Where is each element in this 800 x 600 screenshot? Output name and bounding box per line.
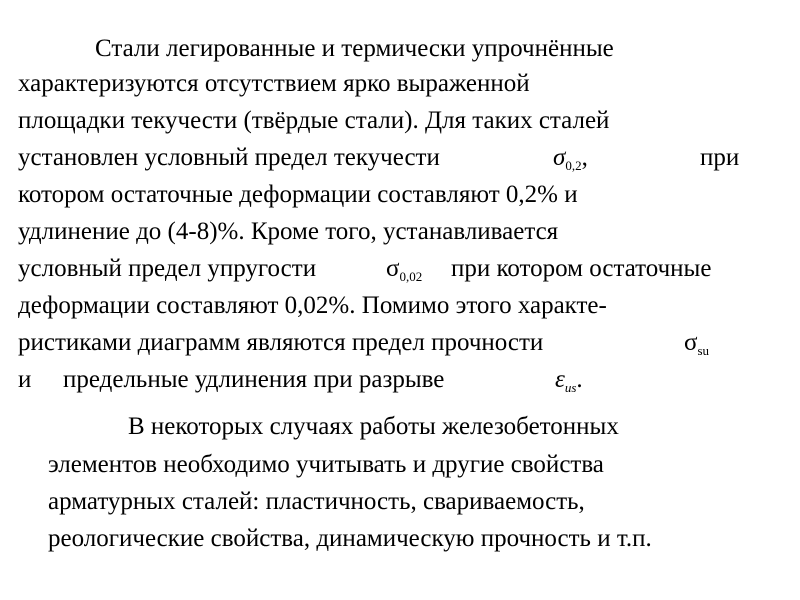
elastic-limit-symbol [386, 254, 422, 287]
p1-line-3: площадки текучести (твёрдые стали). Для таких сталей [18, 107, 610, 134]
comma: , [581, 144, 588, 171]
sigma-symbol: σ [386, 255, 400, 282]
sigma-symbol: σ [684, 329, 698, 356]
epsilon-symbol: ε [555, 366, 565, 393]
p2-line-1: В некоторых случаях работы железобетонных [128, 413, 619, 440]
p1-line-10-and: и [18, 366, 32, 393]
sigma-symbol: σ [553, 144, 566, 171]
ultimate-elongation-symbol [555, 365, 583, 398]
p1-line-5: котором остаточные деформации составляют 0,2% и [18, 181, 578, 208]
sigma-subscript: 0,02 [399, 269, 423, 284]
p1-line-10-text: предельные удлинения при разрыве [63, 366, 445, 393]
p1-line-4 [18, 143, 440, 173]
sigma-subscript: su [697, 343, 710, 358]
p1-line-9-text: ристиками диаграмм являются предел прочности [18, 329, 544, 356]
p1-line-1: Стали легированные и термически упрочнённые [95, 35, 614, 62]
epsilon-subscript: us [564, 380, 577, 395]
p1-line-8: деформации составляют 0,02%. Помимо этого характе- [18, 292, 607, 319]
p1-line-4-text: установлен условный предел текучести [18, 144, 440, 171]
p2-line-3: арматурных сталей: пластичность, свариваемость, [48, 488, 585, 515]
p1-line-7-text: условный предел упругости [18, 255, 317, 282]
p2-line-4: реологические свойства, динамическую прочность и т.п. [48, 525, 652, 552]
p1-line-4-end: при [700, 144, 740, 171]
yield-strength-symbol [553, 143, 588, 176]
tensile-strength-symbol [684, 328, 709, 361]
p2-line-2: элементов необходимо учитывать и другие свойства [48, 451, 604, 478]
sigma-subscript: 0,2 [565, 158, 582, 173]
p1-line-2: характеризуются отсутствием ярко выраженной [18, 70, 530, 97]
p1-line-6: удлинение до (4-8)%. Кроме того, устанавливается [18, 218, 559, 245]
p1-line-7-end: при котором остаточные [451, 255, 712, 282]
period: . [576, 366, 583, 393]
